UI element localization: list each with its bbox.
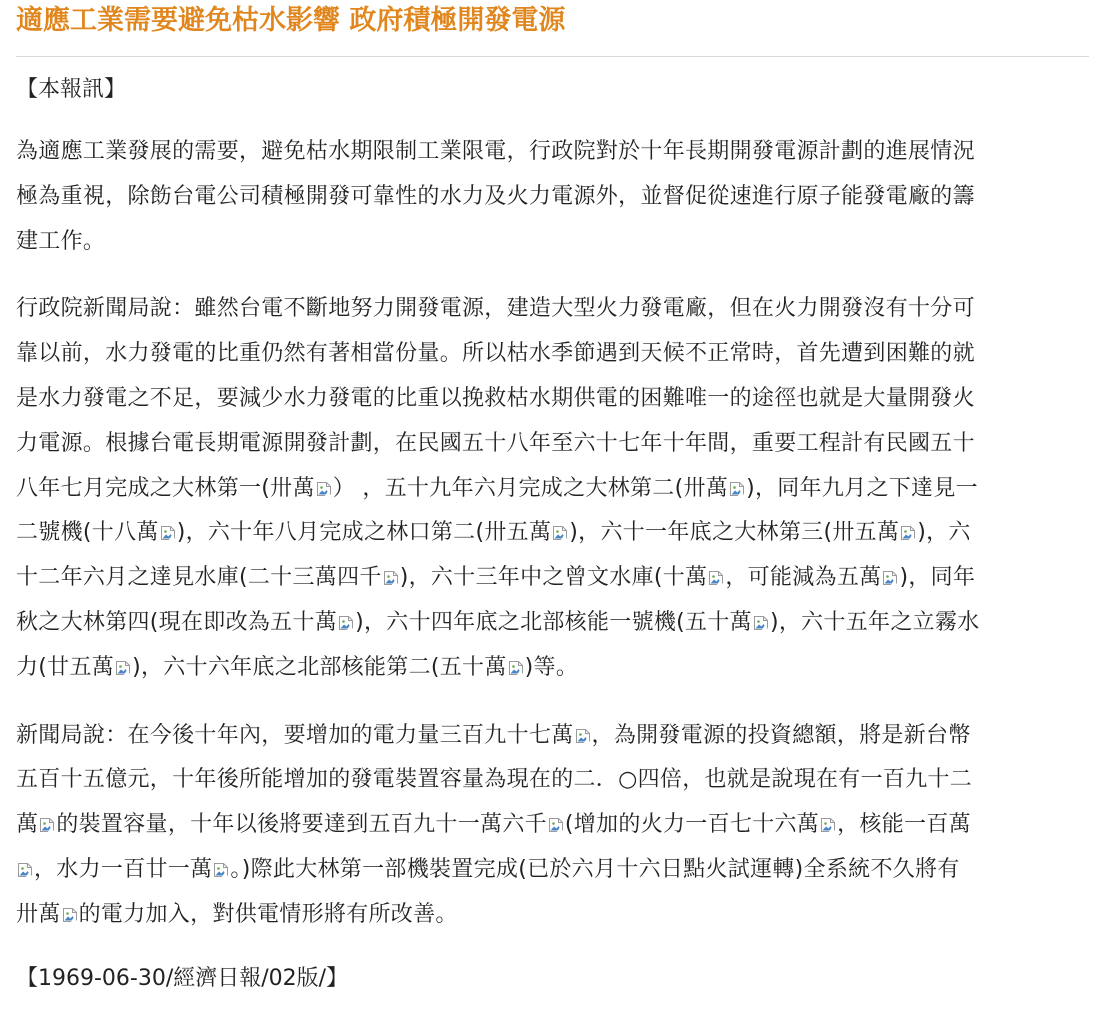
text-segment: )，六 [917, 520, 971, 546]
text-segment: 卅萬 [16, 901, 61, 927]
text-segment: 新聞局說：在今後十年內，要增加的電力量三百九十七萬 [16, 722, 574, 748]
text-segment: ，核能一百萬 [837, 812, 971, 838]
broken-image-icon [900, 525, 916, 541]
broken-image-icon [160, 525, 176, 541]
paragraph-2-line: 是水力發電之不足，要減少水力發電的比重以挽救枯水期供電的困難唯一的途徑也就是大量開發火 [16, 385, 975, 411]
text-segment: 。)際此大林第一部機裝置完成(已於六月十六日點火試運轉)全系統不久將有 [230, 856, 960, 882]
text-segment: )，同年 [899, 565, 976, 591]
text-segment: ） ，五十九年六月完成之大林第二(卅萬 [332, 475, 729, 501]
broken-image-icon [383, 570, 399, 586]
paragraph-2 [16, 287, 1089, 690]
broken-image-icon [17, 862, 33, 878]
broken-image-icon [552, 525, 568, 541]
paragraph-2-line [16, 556, 1089, 601]
text-segment: 的裝置容量，十年以後將要達到五百九十一萬六千 [56, 812, 547, 838]
text-segment: 的電力加入，對供電情形將有所改善。 [78, 901, 458, 927]
paragraph-2-line [16, 601, 1089, 646]
broken-image-icon [338, 615, 354, 631]
paragraph-3-line [16, 848, 1089, 893]
text-segment: )，六十一年底之大林第三(卅五萬 [569, 520, 900, 546]
broken-image-icon [729, 481, 745, 497]
broken-image-icon [508, 660, 524, 676]
paragraph-3-line [16, 714, 1089, 759]
headline-divider [16, 56, 1089, 57]
paragraph-3-line [16, 803, 1089, 848]
text-segment: ，可能減為五萬 [725, 565, 882, 591]
text-segment: )，六十五年之立霧水 [769, 609, 980, 635]
broken-image-icon [316, 481, 332, 497]
broken-image-icon [753, 615, 769, 631]
broken-image-icon [39, 817, 55, 833]
paragraph-3-line [16, 893, 1089, 938]
text-segment: 十二年六月之達見水庫(二十三萬四千 [16, 565, 382, 591]
paragraph-1-line: 為適應工業發展的需要，避免枯水期限制工業限電，行政院對於十年長期開發電源計劃的進展情況 [16, 139, 975, 164]
broken-image-icon [575, 728, 591, 744]
text-segment: )，六十六年底之北部核能第二(五十萬 [132, 654, 507, 680]
paragraph-2-line: 力電源。根據台電長期電源開發計劃，在民國五十八年至六十七年十年間，重要工程計有民國五十 [16, 430, 975, 456]
broken-image-icon [820, 817, 836, 833]
news-tag: 【本報訊】 [16, 77, 127, 102]
text-segment: )，六十三年中之曾文水庫(十萬 [399, 565, 708, 591]
text-segment: ，水力一百廿一萬 [34, 856, 213, 882]
paragraph-3 [16, 714, 1089, 938]
paragraph-3-line: 五百十五億元，十年後所能增加的發電裝置容量為現在的二．○四倍，也就是說現在有一百九十二 [16, 767, 973, 793]
broken-image-icon [708, 570, 724, 586]
paragraph-2-line [16, 467, 1089, 512]
article-headline: 適應工業需要避免枯水影響 政府積極開發電源 [16, 5, 566, 36]
broken-image-icon [115, 660, 131, 676]
text-segment: 萬 [16, 812, 39, 838]
text-segment: (增加的火力一百七十六萬 [564, 812, 820, 838]
paragraph-2-line: 行政院新聞局說：雖然台電不斷地努力開發電源，建造大型火力發電廠，但在火力開發沒有十分可 [16, 296, 975, 322]
text-segment: 秋之大林第四(現在即改為五十萬 [16, 609, 338, 635]
text-segment: 二號機(十八萬 [16, 520, 159, 546]
text-segment: )等。 [524, 654, 579, 680]
broken-image-icon [882, 570, 898, 586]
paragraph-2-line [16, 646, 1089, 691]
paragraph-1 [16, 130, 1089, 264]
broken-image-icon [213, 862, 229, 878]
paragraph-2-line: 靠以前，水力發電的比重仍然有著相當份量。所以枯水季節遇到天候不正常時，首先遭到困難的就 [16, 341, 975, 367]
text-segment: 力(廿五萬 [16, 654, 115, 680]
text-segment: ，為開發電源的投資總額，將是新台幣 [591, 722, 971, 748]
paragraph-2-line [16, 511, 1089, 556]
paragraph-1-line: 建工作。 [16, 228, 106, 254]
text-segment: )，六十年八月完成之林口第二(卅五萬 [176, 520, 552, 546]
source-citation: 【1969-06-30/經濟日報/02版/】 [16, 965, 349, 991]
paragraph-1-line: 極為重視，除飭台電公司積極開發可靠性的水力及火力電源外，並督促從速進行原子能發電廠的籌 [16, 183, 975, 209]
text-segment: )，六十四年底之北部核能一號機(五十萬 [355, 609, 752, 635]
text-segment: )，同年九月之下達見一 [746, 475, 978, 501]
text-segment: 八年七月完成之大林第一(卅萬 [16, 475, 315, 501]
broken-image-icon [548, 817, 564, 833]
broken-image-icon [62, 907, 78, 923]
